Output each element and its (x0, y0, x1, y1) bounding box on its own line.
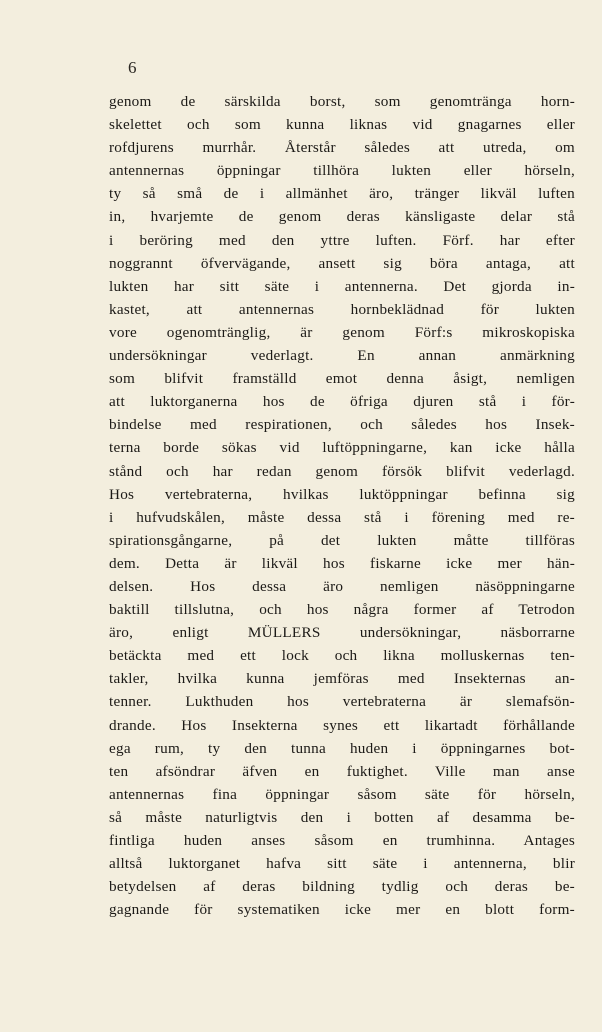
text-line: i beröring med den yttre luften. Förf. har efter (109, 231, 575, 249)
text-line: ten afsöndrar äfven en fuktighet. Ville man anse (109, 762, 575, 780)
text-line: genom de särskilda borst, som genomtränga horn- (109, 93, 575, 110)
text-line: ega rum, ty den tunna huden i öppningarnes bot- (109, 739, 575, 757)
text-line: äro, enligt MÜLLERS undersökningar, näsborrarne (109, 624, 575, 642)
text-line: i hufvudskålen, måste dessa stå i förening med re- (109, 508, 575, 526)
text-line: antennernas öppningar tillhöra lukten eller hörseln, (109, 162, 575, 180)
text-line: antennernas fina öppningar såsom säte för hörseln, (109, 785, 575, 803)
body-text (109, 90, 575, 921)
text-line: gagnande för systematiken icke mer en blott form- (109, 901, 575, 919)
text-line: stånd och har redan genom försök blifvit vederlagd. (109, 462, 575, 480)
text-line: lukten har sitt säte i antennerna. Det gjorda in- (109, 277, 575, 295)
text-line: betäckta med ett lock och likna molluskernas ten- (109, 647, 575, 665)
text-line: takler, hvilka kunna jemföras med Insekternas an- (109, 670, 575, 688)
text-line: delsen. Hos dessa äro nemligen näsöppningarne (109, 577, 575, 595)
text-line: ty så små de i allmänhet äro, tränger likväl luften (109, 185, 575, 203)
text-line: kastet, att antennernas hornbeklädnad för lukten (109, 300, 575, 318)
text-line: Hos vertebraterna, hvilkas luktöppningar befinna sig (109, 485, 575, 503)
text-line: spirationsgångarne, på det lukten måtte tillföras (109, 531, 575, 549)
text-line: terna borde sökas vid luftöppningarne, kan icke hålla (109, 439, 575, 457)
text-line: alltså luktorganet hafva sitt säte i antennerna, blir (109, 855, 575, 873)
text-line: bindelse med respirationen, och således hos Insek- (109, 416, 575, 434)
text-line: rofdjurens murrhår. Återstår således att utreda, om (109, 139, 575, 157)
page-number: 6 (128, 58, 137, 77)
text-line: som blifvit framställd emot denna åsigt, nemligen (109, 370, 575, 388)
text-line: dem. Detta är likväl hos fiskarne icke mer hän- (109, 554, 575, 572)
text-line: skelettet och som kunna liknas vid gnagarnes eller (109, 116, 575, 134)
text-line: drande. Hos Insekterna synes ett likartadt förhållande (109, 716, 575, 734)
text-line: betydelsen af deras bildning tydlig och deras be- (109, 878, 575, 896)
text-line: noggrannt öfvervägande, ansett sig böra antaga, att (109, 254, 575, 272)
text-line: in, hvarjemte de genom deras känsligaste delar stå (109, 208, 575, 226)
text-line: att luktorganerna hos de öfriga djuren stå i för- (109, 393, 575, 411)
text-line: vore ogenomtränglig, är genom Förf:s mikroskopiska (109, 323, 575, 341)
text-line: fintliga huden anses såsom en trumhinna. Antages (109, 832, 575, 849)
text-line: tenner. Lukthuden hos vertebraterna är slemafsön- (109, 693, 575, 711)
text-line: undersökningar vederlagt. En annan anmärkning (109, 347, 575, 365)
text-line: så måste naturligtvis den i botten af desamma be- (109, 808, 575, 826)
text-line: baktill tillslutna, och hos några former af Tetrodon (109, 601, 575, 619)
